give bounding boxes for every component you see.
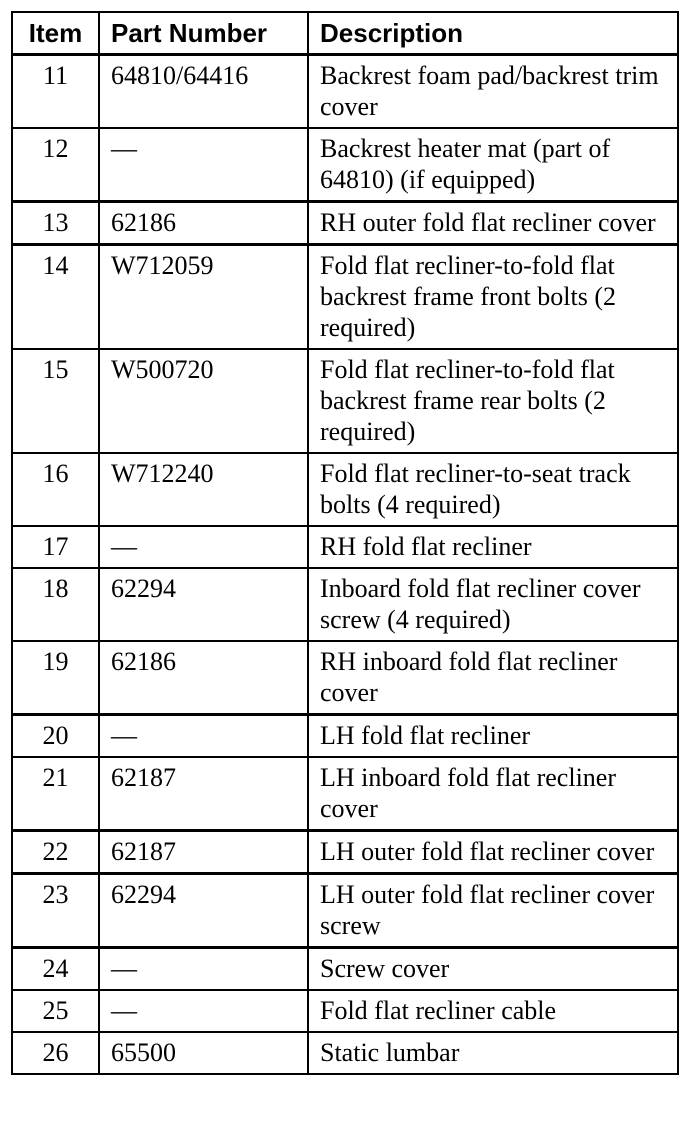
part-number-cell: — bbox=[99, 715, 308, 758]
table-row bbox=[12, 202, 678, 245]
table-row bbox=[12, 55, 678, 129]
table-row bbox=[12, 757, 678, 831]
parts-table bbox=[11, 11, 679, 1075]
item-cell: 20 bbox=[12, 715, 99, 758]
item-cell: 13 bbox=[12, 202, 99, 245]
part-number-cell: — bbox=[99, 526, 308, 568]
description-cell: LH outer fold flat recliner cover bbox=[308, 831, 678, 874]
item-cell: 15 bbox=[12, 349, 99, 453]
description-cell: LH fold flat recliner bbox=[308, 715, 678, 758]
description-cell: RH fold flat recliner bbox=[308, 526, 678, 568]
item-cell: 14 bbox=[12, 245, 99, 350]
item-cell: 21 bbox=[12, 757, 99, 831]
header-description: Description bbox=[308, 12, 678, 55]
table-row bbox=[12, 349, 678, 453]
description-cell: LH outer fold flat recliner cover screw bbox=[308, 874, 678, 948]
description-cell: LH inboard fold flat recliner cover bbox=[308, 757, 678, 831]
item-cell: 12 bbox=[12, 128, 99, 202]
item-cell: 19 bbox=[12, 641, 99, 715]
part-number-cell: 64810/64416 bbox=[99, 55, 308, 129]
part-number-cell: 62187 bbox=[99, 831, 308, 874]
table-row bbox=[12, 715, 678, 758]
table-row bbox=[12, 453, 678, 526]
table-row bbox=[12, 568, 678, 641]
description-cell: Backrest foam pad/backrest trim cover bbox=[308, 55, 678, 129]
part-number-cell: 62294 bbox=[99, 874, 308, 948]
table-row bbox=[12, 831, 678, 874]
table-row bbox=[12, 874, 678, 948]
description-cell: Fold flat recliner cable bbox=[308, 990, 678, 1032]
header-part-number: Part Number bbox=[99, 12, 308, 55]
table-row bbox=[12, 526, 678, 568]
description-cell: RH outer fold flat recliner cover bbox=[308, 202, 678, 245]
item-cell: 16 bbox=[12, 453, 99, 526]
description-cell: Screw cover bbox=[308, 948, 678, 991]
description-cell: Inboard fold flat recliner cover screw (4 required) bbox=[308, 568, 678, 641]
table-row bbox=[12, 245, 678, 350]
part-number-cell: 62186 bbox=[99, 202, 308, 245]
part-number-cell: W712059 bbox=[99, 245, 308, 350]
table-row bbox=[12, 128, 678, 202]
table-row bbox=[12, 641, 678, 715]
description-cell: Static lumbar bbox=[308, 1032, 678, 1074]
part-number-cell: W500720 bbox=[99, 349, 308, 453]
item-cell: 17 bbox=[12, 526, 99, 568]
header-item: Item bbox=[12, 12, 99, 55]
table-header-row bbox=[12, 12, 678, 55]
description-cell: Fold flat recliner-to-seat track bolts (4 required) bbox=[308, 453, 678, 526]
part-number-cell: W712240 bbox=[99, 453, 308, 526]
part-number-cell: 62186 bbox=[99, 641, 308, 715]
part-number-cell: — bbox=[99, 948, 308, 991]
table-row bbox=[12, 948, 678, 991]
item-cell: 22 bbox=[12, 831, 99, 874]
item-cell: 24 bbox=[12, 948, 99, 991]
table-row bbox=[12, 1032, 678, 1074]
part-number-cell: — bbox=[99, 990, 308, 1032]
item-cell: 25 bbox=[12, 990, 99, 1032]
item-cell: 11 bbox=[12, 55, 99, 129]
description-cell: Fold flat recliner-to-fold flat backrest frame front bolts (2 required) bbox=[308, 245, 678, 350]
item-cell: 23 bbox=[12, 874, 99, 948]
description-cell: Backrest heater mat (part of 64810) (if equipped) bbox=[308, 128, 678, 202]
description-cell: RH inboard fold flat recliner cover bbox=[308, 641, 678, 715]
part-number-cell: 62187 bbox=[99, 757, 308, 831]
item-cell: 26 bbox=[12, 1032, 99, 1074]
part-number-cell: 62294 bbox=[99, 568, 308, 641]
part-number-cell: 65500 bbox=[99, 1032, 308, 1074]
part-number-cell: — bbox=[99, 128, 308, 202]
item-cell: 18 bbox=[12, 568, 99, 641]
description-cell: Fold flat recliner-to-fold flat backrest frame rear bolts (2 required) bbox=[308, 349, 678, 453]
table-row bbox=[12, 990, 678, 1032]
